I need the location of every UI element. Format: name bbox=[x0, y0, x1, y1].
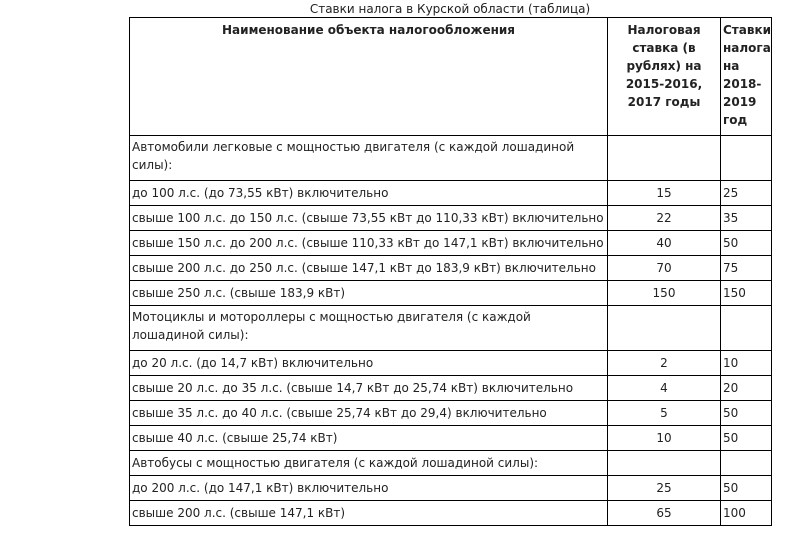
row-rate-2015: 150 bbox=[608, 281, 721, 306]
table-row-group-motorcycles bbox=[130, 306, 772, 351]
row-rate-2018: 20 bbox=[721, 376, 772, 401]
row-name: до 20 л.с. (до 14,7 кВт) включительно bbox=[130, 351, 608, 376]
table-row bbox=[130, 376, 772, 401]
table-row bbox=[130, 426, 772, 451]
row-rate-2015: 10 bbox=[608, 426, 721, 451]
row-rate-2015: 40 bbox=[608, 231, 721, 256]
row-rate-2018: 75 bbox=[721, 256, 772, 281]
table-row bbox=[130, 401, 772, 426]
table-row bbox=[130, 256, 772, 281]
row-rate-2018 bbox=[721, 136, 772, 181]
row-rate-2015: 22 bbox=[608, 206, 721, 231]
row-rate-2018 bbox=[721, 306, 772, 351]
table-row bbox=[130, 206, 772, 231]
row-rate-2018: 50 bbox=[721, 231, 772, 256]
tax-rates-table bbox=[129, 17, 772, 526]
row-name: до 100 л.с. (до 73,55 кВт) включительно bbox=[130, 181, 608, 206]
header-rate-2015-2017: Налоговая ставка (в рублях) на 2015-2016, 2017 годы bbox=[608, 18, 721, 136]
row-name: свыше 250 л.с. (свыше 183,9 кВт) bbox=[130, 281, 608, 306]
row-rate-2018: 100 bbox=[721, 501, 772, 526]
row-rate-2015: 15 bbox=[608, 181, 721, 206]
row-name: Мотоциклы и мотороллеры с мощностью двигателя (с каждой лошадиной силы): bbox=[130, 306, 608, 351]
row-name: Автобусы с мощностью двигателя (с каждой лошадиной силы): bbox=[130, 451, 608, 476]
table-caption: Ставки налога в Курской области (таблица) bbox=[309, 2, 591, 16]
row-rate-2015 bbox=[608, 451, 721, 476]
row-name: свыше 200 л.с. до 250 л.с. (свыше 147,1 кВт до 183,9 кВт) включительно bbox=[130, 256, 608, 281]
row-rate-2015: 2 bbox=[608, 351, 721, 376]
row-rate-2015: 4 bbox=[608, 376, 721, 401]
table-row-group-buses bbox=[130, 451, 772, 476]
row-name: свыше 150 л.с. до 200 л.с. (свыше 110,33 кВт до 147,1 кВт) включительно bbox=[130, 231, 608, 256]
table-row bbox=[130, 501, 772, 526]
row-rate-2018: 50 bbox=[721, 476, 772, 501]
table-row bbox=[130, 181, 772, 206]
row-name: до 200 л.с. (до 147,1 кВт) включительно bbox=[130, 476, 608, 501]
table-row bbox=[130, 231, 772, 256]
row-rate-2015 bbox=[608, 136, 721, 181]
row-rate-2018: 50 bbox=[721, 401, 772, 426]
row-rate-2018: 10 bbox=[721, 351, 772, 376]
row-name: Автомобили легковые с мощностью двигателя (с каждой лошадиной силы): bbox=[130, 136, 608, 181]
row-name: свыше 20 л.с. до 35 л.с. (свыше 14,7 кВт до 25,74 кВт) включительно bbox=[130, 376, 608, 401]
row-rate-2018: 50 bbox=[721, 426, 772, 451]
row-rate-2015: 25 bbox=[608, 476, 721, 501]
table-row-group-cars bbox=[130, 136, 772, 181]
row-rate-2015: 5 bbox=[608, 401, 721, 426]
row-rate-2015 bbox=[608, 306, 721, 351]
row-name: свыше 200 л.с. (свыше 147,1 кВт) bbox=[130, 501, 608, 526]
table-row bbox=[130, 476, 772, 501]
table-row bbox=[130, 281, 772, 306]
table-header-row bbox=[130, 18, 772, 136]
row-rate-2015: 70 bbox=[608, 256, 721, 281]
row-name: свыше 40 л.с. (свыше 25,74 кВт) bbox=[130, 426, 608, 451]
row-name: свыше 100 л.с. до 150 л.с. (свыше 73,55 кВт до 110,33 кВт) включительно bbox=[130, 206, 608, 231]
header-rate-2018-2019: Ставки налога на 2018-2019 год bbox=[721, 18, 772, 136]
header-object-name: Наименование объекта налогообложения bbox=[130, 18, 608, 136]
row-rate-2018: 150 bbox=[721, 281, 772, 306]
row-rate-2018 bbox=[721, 451, 772, 476]
row-rate-2015: 65 bbox=[608, 501, 721, 526]
row-rate-2018: 25 bbox=[721, 181, 772, 206]
row-name: свыше 35 л.с. до 40 л.с. (свыше 25,74 кВт до 29,4) включительно bbox=[130, 401, 608, 426]
table-row bbox=[130, 351, 772, 376]
row-rate-2018: 35 bbox=[721, 206, 772, 231]
